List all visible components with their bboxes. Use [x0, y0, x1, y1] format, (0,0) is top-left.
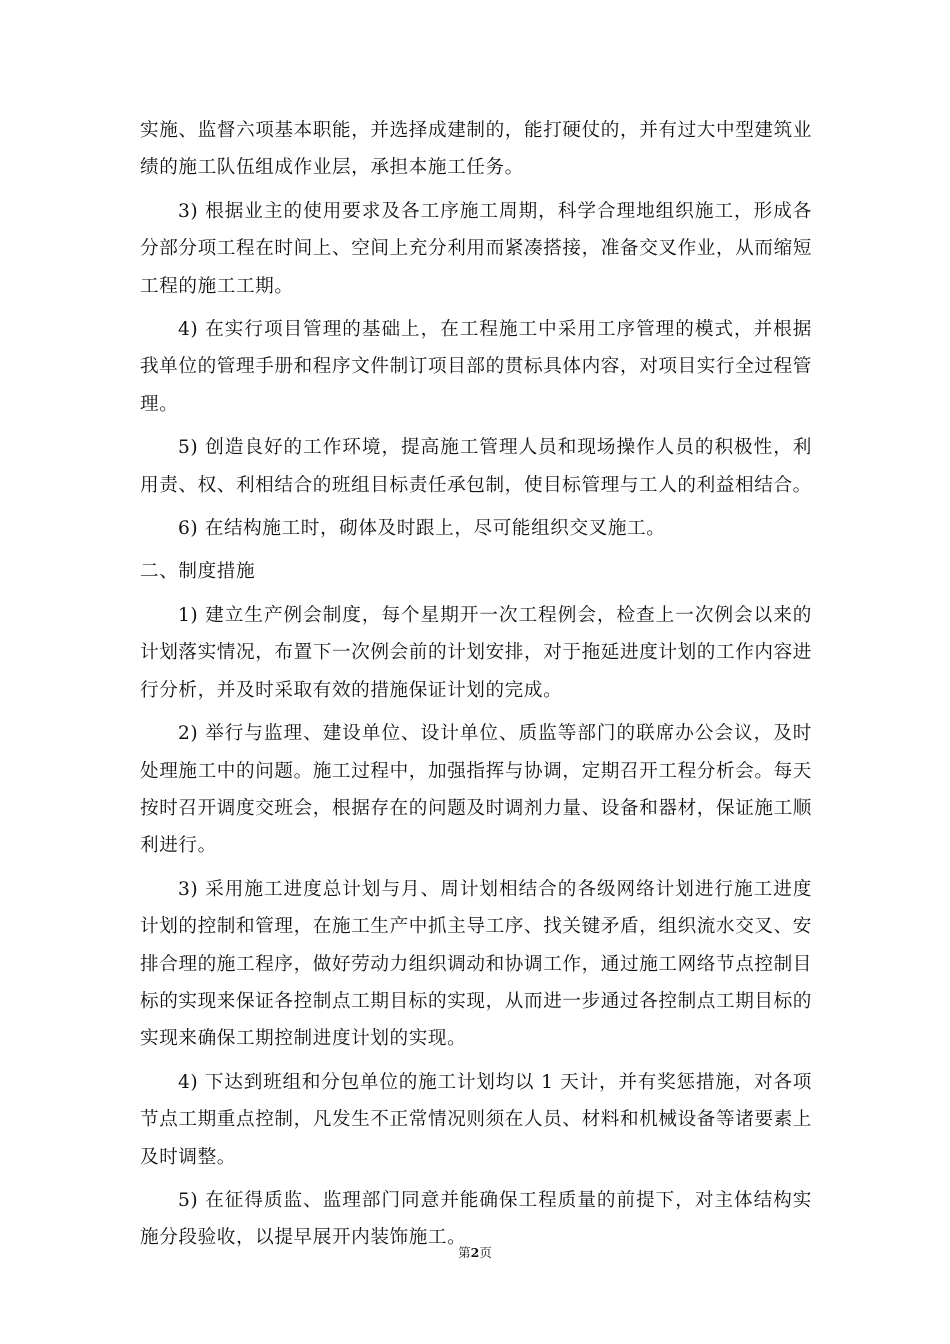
page-footer [0, 1244, 950, 1262]
list-item-5b: 5) 在征得质监、监理部门同意并能确保工程质量的前提下，对主体结构实施分段验收，以提早展开内装饰施工。 [140, 1189, 812, 1249]
list-item-1: 1) 建立生产例会制度，每个星期开一次工程例会，检查上一次例会以来的计划落实情况，布置下一次例会前的计划安排，对于拖延进度计划的工作内容进行分析，并及时采取有效的措施保证计划的完成。 [140, 604, 812, 701]
list-item-2: 2) 举行与监理、建设单位、设计单位、质监等部门的联席办公会议，及时处理施工中的问题。施工过程中，加强指挥与协调，定期召开工程分析会。每天按时召开调度交班会，根据存在的问题及时调剂力量、设备和器材，保证施工顺利进行。 [140, 723, 812, 857]
document-body [140, 112, 812, 1263]
footer-prefix: 第 [458, 1245, 471, 1260]
list-item-4b: 4) 下达到班组和分包单位的施工计划均以 1 天计，并有奖惩措施，对各项节点工期重点控制，凡发生不正常情况则须在人员、材料和机械设备等诸要素上及时调整。 [140, 1071, 812, 1168]
list-item-6: 6) 在结构施工时，砌体及时跟上，尽可能组织交叉施工。 [178, 518, 666, 540]
paragraph-continuation: 实施、监督六项基本职能，并选择成建制的，能打硬仗的，并有过大中型建筑业绩的施工队伍组成作业层，承担本施工任务。 [140, 120, 812, 179]
page-number: 2 [470, 1245, 480, 1260]
section-heading: 二、制度措施 [140, 561, 256, 583]
list-item-5: 5) 创造良好的工作环境，提高施工管理人员和现场操作人员的积极性，利用责、权、利相结合的班组目标责任承包制，使目标管理与工人的利益相结合。 [140, 437, 812, 496]
list-item-3b: 3) 采用施工进度总计划与月、周计划相结合的各级网络计划进行施工进度计划的控制和管理，在施工生产中抓主导工序、找关键矛盾，组织流水交叉、安排合理的施工程序，做好劳动力组织调动和协调工作，通过施工网络节点控制目标的实现来保证各控制点工期目标的实现，从而进一步通过各控制点工期目标的实现来确保工期控制进度计划的实现。 [140, 878, 812, 1050]
footer-suffix: 页 [479, 1245, 492, 1260]
list-item-4: 4) 在实行项目管理的基础上，在工程施工中采用工序管理的模式，并根据我单位的管理手册和程序文件制订项目部的贯标具体内容，对项目实行全过程管理。 [140, 319, 812, 415]
list-item-3: 3) 根据业主的使用要求及各工序施工周期，科学合理地组织施工，形成各分部分项工程在时间上、空间上充分利用而紧凑搭接，准备交叉作业，从而缩短工程的施工工期。 [140, 200, 812, 297]
